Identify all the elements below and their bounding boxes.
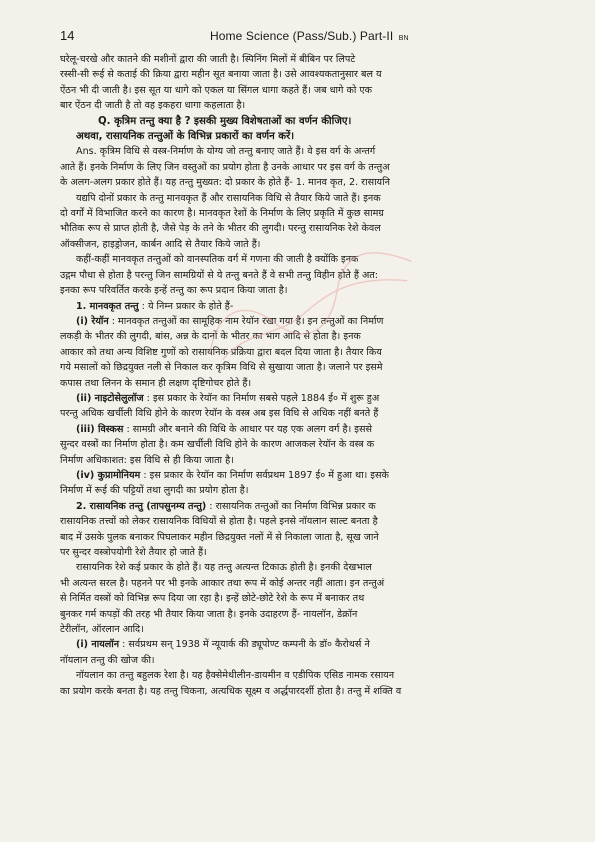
text-line: कपास तथा लिनन के समान ही लक्षण दृष्टिगोचर होते हैं। bbox=[60, 377, 252, 389]
page-number: 14 bbox=[60, 28, 75, 43]
running-title bbox=[210, 29, 409, 43]
page-header bbox=[60, 28, 573, 52]
text-line: लकड़ी के भीतर की लुगदी, बांस, अन्न के दानों के भीतर का भाग आदि से होता है। इनक bbox=[60, 331, 361, 343]
paragraph-start-line: (iii) विस्कस : सामग्री और बनाने की विधि के आधार पर यह एक अलग वर्ग है। इससे bbox=[76, 423, 372, 435]
text-line: निर्माण में रूई की पट्टियों तथा लुगदी का प्रयोग होता है। bbox=[60, 485, 249, 497]
subheading: (i) नायलॉन bbox=[76, 639, 120, 651]
page-body bbox=[60, 52, 573, 699]
paragraph-start-line: (iv) कुप्रामोनियम : इस प्रकार के रेयॉन का निर्माण सर्वप्रथम 1897 ई० में हुआ था। इसके bbox=[76, 469, 389, 481]
subheading: 2. रासायनिक तन्तु (तापसुनम्य तन्तु) bbox=[76, 500, 207, 512]
text-line: ऑक्सीजन, हाइड्रोजन, कार्बन आदि से तैयार किये जाते हैं। bbox=[60, 238, 261, 250]
text-line: आते हैं। इनके निर्माण के लिए जिन वस्तुओं का प्रयोग होता है उनके आधार पर इस वर्ग के तन्तुअ bbox=[60, 161, 390, 173]
text-line: के अलग-अलग प्रकार होते हैं। यह तन्तु मुख्यत: दो प्रकार के होते हैं- 1. मानव कृत, 2. रासायनि bbox=[60, 177, 390, 189]
text-line: भौतिक रूप से प्राप्त होती है, जैसे पेड़ के तने के भीतर की लुगदी। परन्तु रासायनिक रेशे केवल bbox=[60, 223, 381, 235]
paragraph-start-line: (i) रेयॉन : मानवकृत तन्तुओं का सामूहिक नाम रेयॉन रखा गया है। इन तन्तुओं का निर्माण bbox=[76, 315, 384, 327]
text-line: दो वर्गों में विभाजित करने का कारण है। मानवकृत रेशों के निर्माण के लिए प्रकृति में कुछ सामग्र bbox=[60, 208, 384, 220]
text-line: गये मसालों को छिद्रयुक्त नली से निकाल कर कृत्रिम विधि से सुखाया जाता है। जलाने पर इसमे bbox=[60, 362, 383, 374]
text-line: परन्तु अधिक खर्चीली विधि होने के कारण रेयॉन के वस्त्र अब इस विधि से अधिक नहीं बनते हैं bbox=[60, 408, 379, 420]
text-line: टेरीलॉन, ऑरलान आदि। bbox=[60, 624, 144, 636]
paragraph-start-line: Ans. कृत्रिम विधि से वस्त्र-निर्माण के योग्य जो तन्तु बनाए जाते हैं। वे इस वर्ग के अन्तर्ग bbox=[76, 146, 376, 158]
text-line: आकार को तथा अन्य विशिष्ट गुणों को रासायनिक प्रक्रिया द्वारा बदल दिया जाता है। तैयार किय bbox=[60, 346, 382, 358]
paragraph-start-line: 2. रासायनिक तन्तु (तापसुनम्य तन्तु) : रासायनिक तन्तुओं का निर्माण विभिन्न प्रकार क bbox=[76, 500, 376, 512]
paragraph-start-line: (ii) नाइटोसेलुलॉज : इस प्रकार के रेयॉन का निर्माण सबसे पहले 1884 ई० में शुरू हुअ bbox=[76, 392, 380, 404]
text-line: भी अत्यन्त सरल है। पहनने पर भी इनके आकार तथा रूप में कोई अन्तर नहीं आता। इन तन्तुअं bbox=[60, 577, 385, 589]
paragraph-start-line: (i) नायलॉन : सर्वप्रथम सन् 1938 में न्यूयार्क की ड्यूपोण्ट कम्पनी के डॉ० कैरोथर्स ने bbox=[76, 639, 370, 651]
question-line: Q. कृत्रिम तन्तु क्या है ? इसकी मुख्य विशेषताओं का वर्णन कीजिए। bbox=[98, 115, 352, 127]
text-line: पर सुन्दर वस्त्रोपयोगी रेशे तैयार हो जाते हैं। bbox=[60, 547, 207, 558]
subheading: (ii) नाइटोसेलुलॉज bbox=[76, 392, 144, 404]
running-title-tag: BN bbox=[398, 35, 409, 42]
question-alt-line: अथवा, रासायनिक तन्तुओं के विभिन्न प्रकारों का वर्णन करें। bbox=[76, 131, 295, 143]
text-line: रस्सी-सी रूई से कताई की क्रिया द्वारा महीन सूत बनाया जाता है। उसे आवश्यकतानुसार बल य bbox=[60, 69, 382, 81]
text-line: ऐंठन भी दी जाती है। इस सूत या धागे को एकल या सिंगल धागा कहते हैं। जब धागे को एक bbox=[60, 84, 373, 96]
text-line: बुनकर गर्म कपड़ों की तरह भी तैयार किया जाता है। इनके उदाहरण हैं- नायलॉन, डेक्रॉन bbox=[60, 608, 358, 620]
text-line: बाद में उसके पुलक बनाकर पिघलाकर महीन छिद्रयुक्त नलों में से निकाला जाता है, सूख जाने bbox=[60, 531, 379, 543]
paragraph-start-line: 1. मानवकृत तन्तु : ये निम्न प्रकार के होते हैं- bbox=[76, 300, 234, 312]
text-line: बार ऐंठन दी जाती है तो वह इकहरा धागा कहलाता है। bbox=[60, 100, 246, 112]
subheading: (iv) कुप्रामोनियम bbox=[76, 469, 141, 481]
paragraph-start-line: रासायनिक रेशे कई प्रकार के होते हैं। यह तन्तु अत्यन्त टिकाऊ होती है। इनकी देखभाल bbox=[76, 562, 372, 574]
paragraph-start-line: नॉयलान का तन्तु बहुलक रेशा है। यह हैक्सेमेथीलीन-डायमीन व एडीपिक एसिड नामक रसायन bbox=[76, 670, 395, 682]
subheading: 1. मानवकृत तन्तु bbox=[76, 300, 139, 312]
text-line: नॉयलान तन्तु की खोज की। bbox=[60, 654, 155, 666]
text-line: निर्माण अधिकाशत: इस विधि से ही किया जाता है। bbox=[60, 454, 234, 466]
text-line: का प्रयोग करके बनता है। यह तन्तु चिकना, अत्यधिक सूक्ष्म व अर्द्धपारदर्शी होता है। तन्तु में शक्ति व bbox=[60, 685, 402, 697]
subheading: (i) रेयॉन bbox=[76, 315, 109, 327]
subheading: (iii) विस्कस bbox=[76, 423, 124, 435]
text-line: घरेलू-चरखे और कातने की मशीनों द्वारा की जाती है। स्पिनिंग मिलों में बीबिन पर लिपटे bbox=[60, 54, 356, 65]
paragraph-start-line: यद्यपि दोनों प्रकार के तन्तु मानवकृत हैं और रासायनिक विधि से तैयार किये जाते हैं। इनक bbox=[76, 192, 381, 204]
text-line: उद्गम पौधा से होता है परन्तु जिन सामग्रियों से ये तन्तु बनते हैं वे सभी तन्तु विहीन होते हैं अत: bbox=[60, 269, 378, 281]
paragraph-start-line: कहीं-कहीं मानवकृत तन्तुओं को वानस्पतिक वर्ग में गणना की जाती है क्योंकि इनक bbox=[76, 254, 359, 266]
text-line: सुन्दर वस्त्रों का निर्माण होता है। कम खर्चीली विधि होने के कारण आजकल रेयॉन के वस्त्र क bbox=[60, 439, 375, 451]
text-line: इनका रूप परिवर्तित करके इन्हें तन्तु का रूप प्रदान किया जाता है। bbox=[60, 285, 288, 297]
running-title-text: Home Science (Pass/Sub.) Part-II bbox=[210, 29, 394, 43]
text-line: रासायनिक तत्त्वों को लेकर रासायनिक विधियों से होता है। पहले इनसे नॉयलान साल्ट बनता है bbox=[60, 516, 378, 528]
text-line: से निर्मित वस्त्रों को विभिन्न रूप दिया जा रहा है। इन्हें छोटे-छोटे रेशे के रूप में बनाकर तथ bbox=[60, 593, 365, 605]
